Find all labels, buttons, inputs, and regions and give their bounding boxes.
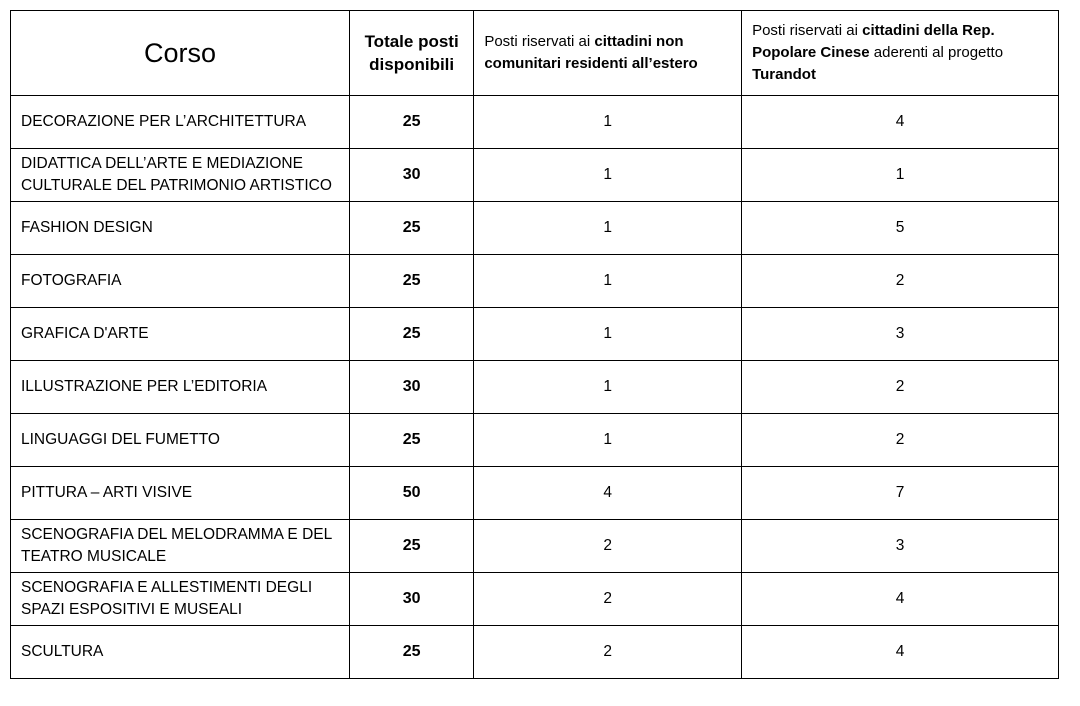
- courses-table: [10, 10, 1059, 679]
- header-non-comunitari: [474, 11, 742, 96]
- header-totale-line1: Totale posti: [364, 32, 459, 51]
- cell-posti-non-comunitari: 2: [474, 573, 742, 626]
- cell-corso: DECORAZIONE PER L’ARCHITETTURA: [11, 96, 350, 149]
- header-non-ue-bold1: cittadini non: [594, 33, 684, 50]
- cell-posti-turandot: 3: [742, 308, 1059, 361]
- header-non-ue-pre: Posti riservati ai: [484, 33, 595, 50]
- cell-posti-non-comunitari: 1: [474, 308, 742, 361]
- cell-corso: ILLUSTRAZIONE PER L’EDITORIA: [11, 361, 350, 414]
- table-row: [11, 520, 1059, 573]
- table-row: [11, 149, 1059, 202]
- cell-posti-turandot: 4: [742, 96, 1059, 149]
- header-cina-mid: aderenti al progetto: [869, 44, 1004, 61]
- header-cina-pre: Posti riservati ai: [752, 22, 863, 39]
- cell-posti-turandot: 3: [742, 520, 1059, 573]
- header-non-ue-bold2: comunitari residenti all’estero: [484, 55, 698, 72]
- cell-totale-posti: 25: [349, 626, 473, 679]
- table-row: [11, 414, 1059, 467]
- cell-corso: SCENOGRAFIA E ALLESTIMENTI DEGLI SPAZI ESPOSITIVI E MUSEALI: [11, 573, 350, 626]
- cell-posti-non-comunitari: 1: [474, 255, 742, 308]
- cell-corso: FOTOGRAFIA: [11, 255, 350, 308]
- table-row: [11, 308, 1059, 361]
- cell-posti-non-comunitari: 1: [474, 414, 742, 467]
- cell-posti-non-comunitari: 1: [474, 149, 742, 202]
- table-row: [11, 255, 1059, 308]
- table-row: [11, 467, 1059, 520]
- cell-corso: SCENOGRAFIA DEL MELODRAMMA E DEL TEATRO MUSICALE: [11, 520, 350, 573]
- cell-posti-non-comunitari: 4: [474, 467, 742, 520]
- cell-posti-turandot: 4: [742, 573, 1059, 626]
- table-row: [11, 96, 1059, 149]
- cell-posti-turandot: 2: [742, 255, 1059, 308]
- header-cina-bold1: cittadini della Rep.: [862, 22, 995, 39]
- cell-corso: DIDATTICA DELL’ARTE E MEDIAZIONE CULTURALE DEL PATRIMONIO ARTISTICO: [11, 149, 350, 202]
- cell-posti-non-comunitari: 1: [474, 96, 742, 149]
- courses-table-container: [10, 10, 1059, 679]
- cell-posti-turandot: 4: [742, 626, 1059, 679]
- header-cina-bold3: Turandot: [752, 66, 816, 83]
- header-totale-posti: [349, 11, 473, 96]
- cell-totale-posti: 25: [349, 96, 473, 149]
- cell-totale-posti: 25: [349, 414, 473, 467]
- cell-totale-posti: 30: [349, 149, 473, 202]
- cell-corso: GRAFICA D'ARTE: [11, 308, 350, 361]
- cell-posti-turandot: 5: [742, 202, 1059, 255]
- cell-posti-turandot: 7: [742, 467, 1059, 520]
- cell-posti-turandot: 2: [742, 361, 1059, 414]
- table-row: [11, 626, 1059, 679]
- cell-totale-posti: 30: [349, 573, 473, 626]
- cell-corso: SCULTURA: [11, 626, 350, 679]
- cell-corso: PITTURA – ARTI VISIVE: [11, 467, 350, 520]
- header-corso-label: Corso: [143, 37, 216, 68]
- cell-posti-turandot: 1: [742, 149, 1059, 202]
- cell-corso: FASHION DESIGN: [11, 202, 350, 255]
- cell-corso: LINGUAGGI DEL FUMETTO: [11, 414, 350, 467]
- header-corso: [11, 11, 350, 96]
- cell-totale-posti: 25: [349, 255, 473, 308]
- cell-totale-posti: 25: [349, 308, 473, 361]
- cell-posti-non-comunitari: 1: [474, 202, 742, 255]
- cell-posti-non-comunitari: 1: [474, 361, 742, 414]
- table-row: [11, 573, 1059, 626]
- header-cinesi-turandot: [742, 11, 1059, 96]
- table-row: [11, 361, 1059, 414]
- header-cina-bold2: Popolare Cinese: [752, 44, 870, 61]
- cell-totale-posti: 25: [349, 202, 473, 255]
- cell-totale-posti: 25: [349, 520, 473, 573]
- cell-posti-non-comunitari: 2: [474, 626, 742, 679]
- table-body: [11, 96, 1059, 679]
- cell-totale-posti: 30: [349, 361, 473, 414]
- header-totale-line2: disponibili: [369, 55, 455, 74]
- table-header-row: [11, 11, 1059, 96]
- table-row: [11, 202, 1059, 255]
- cell-posti-non-comunitari: 2: [474, 520, 742, 573]
- cell-posti-turandot: 2: [742, 414, 1059, 467]
- cell-totale-posti: 50: [349, 467, 473, 520]
